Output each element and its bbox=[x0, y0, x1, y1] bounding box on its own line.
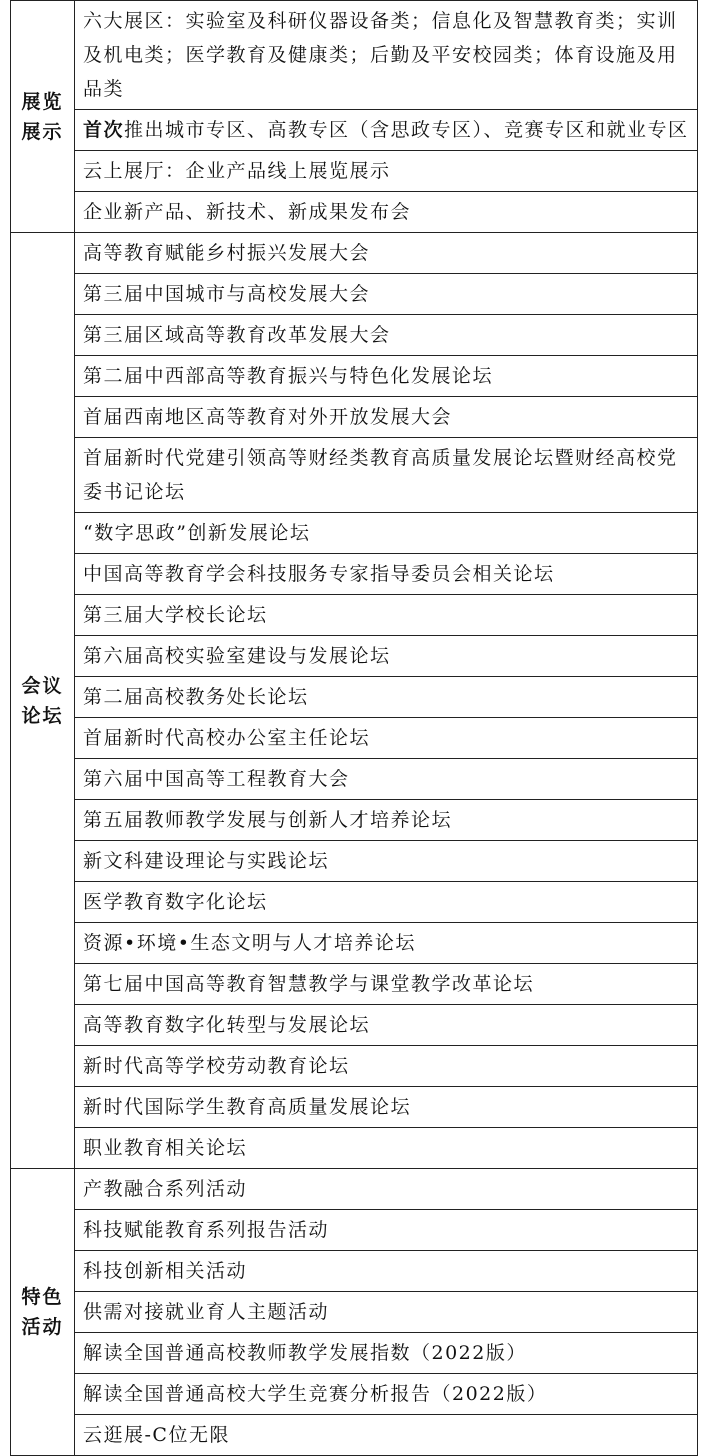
table-row bbox=[11, 923, 698, 964]
item-text: 推出城市专区、高教专区（含思政专区）、竞赛专区和就业专区 bbox=[124, 119, 689, 141]
item-text: 中国高等教育学会科技服务专家指导委员会相关论坛 bbox=[83, 563, 555, 585]
category-cell bbox=[11, 1, 75, 233]
item-cell bbox=[75, 233, 698, 274]
table-row bbox=[11, 438, 698, 513]
item-prefix-bold: 首次 bbox=[83, 119, 125, 141]
item-text: 第六届中国高等工程教育大会 bbox=[83, 768, 350, 790]
item-cell bbox=[75, 554, 698, 595]
item-text: 科技创新相关活动 bbox=[83, 1260, 248, 1282]
item-text: 高等教育数字化转型与发展论坛 bbox=[83, 1014, 371, 1036]
table-row bbox=[11, 397, 698, 438]
item-cell bbox=[75, 151, 698, 192]
table-row bbox=[11, 513, 698, 554]
item-text: 第二届中西部高等教育振兴与特色化发展论坛 bbox=[83, 365, 494, 387]
category-cell bbox=[11, 233, 75, 1169]
table-row bbox=[11, 1210, 698, 1251]
item-text: 第三届中国城市与高校发展大会 bbox=[83, 283, 371, 305]
item-text: 新时代高等学校劳动教育论坛 bbox=[83, 1055, 350, 1077]
table-row bbox=[11, 718, 698, 759]
item-text: 科技赋能教育系列报告活动 bbox=[83, 1219, 330, 1241]
item-text: 六大展区：实验室及科研仪器设备类；信息化及智慧教育类；实训及机电类；医学教育及健康类；后勤及平安校园类；体育设施及用品类 bbox=[83, 10, 678, 100]
item-text: 新文科建设理论与实践论坛 bbox=[83, 850, 330, 872]
program-table bbox=[10, 0, 698, 1456]
category-label-line1: 展览 bbox=[21, 90, 64, 113]
item-cell bbox=[75, 356, 698, 397]
item-text: 解读全国普通高校大学生竞赛分析报告（2022版） bbox=[83, 1383, 548, 1405]
item-cell bbox=[75, 1415, 698, 1456]
category-label-line1: 会议 bbox=[21, 674, 64, 697]
item-cell bbox=[75, 677, 698, 718]
item-text: 高等教育赋能乡村振兴发展大会 bbox=[83, 242, 371, 264]
table-row bbox=[11, 1046, 698, 1087]
item-text: 解读全国普通高校教师教学发展指数（2022版） bbox=[83, 1342, 527, 1364]
item-cell bbox=[75, 513, 698, 554]
category-label-line2: 论坛 bbox=[21, 704, 64, 727]
item-cell bbox=[75, 192, 698, 233]
item-text: 职业教育相关论坛 bbox=[83, 1137, 248, 1159]
item-cell bbox=[75, 1169, 698, 1210]
table-row bbox=[11, 595, 698, 636]
item-cell bbox=[75, 315, 698, 356]
item-text: 第三届区域高等教育改革发展大会 bbox=[83, 324, 391, 346]
table-row bbox=[11, 1374, 698, 1415]
table-row bbox=[11, 882, 698, 923]
item-text: 企业新产品、新技术、新成果发布会 bbox=[83, 201, 412, 223]
item-cell bbox=[75, 1128, 698, 1169]
item-cell bbox=[75, 397, 698, 438]
item-text: 产教融合系列活动 bbox=[83, 1178, 248, 1200]
table-row bbox=[11, 1, 698, 110]
table-row bbox=[11, 274, 698, 315]
category-cell bbox=[11, 1169, 75, 1456]
table-row bbox=[11, 1292, 698, 1333]
table-row bbox=[11, 315, 698, 356]
item-cell bbox=[75, 1005, 698, 1046]
item-text: 云上展厅：企业产品线上展览展示 bbox=[83, 160, 391, 182]
item-cell bbox=[75, 1087, 698, 1128]
item-cell bbox=[75, 636, 698, 677]
item-cell bbox=[75, 841, 698, 882]
item-text: 第五届教师教学发展与创新人才培养论坛 bbox=[83, 809, 453, 831]
category-label-line2: 展示 bbox=[21, 120, 64, 143]
item-cell bbox=[75, 800, 698, 841]
table-row bbox=[11, 1251, 698, 1292]
table-row bbox=[11, 1128, 698, 1169]
table-row bbox=[11, 1415, 698, 1456]
table-row bbox=[11, 110, 698, 151]
item-cell bbox=[75, 1374, 698, 1415]
item-text: “数字思政”创新发展论坛 bbox=[83, 522, 311, 544]
item-cell bbox=[75, 1251, 698, 1292]
table-row bbox=[11, 964, 698, 1005]
item-cell bbox=[75, 964, 698, 1005]
item-cell bbox=[75, 1, 698, 110]
item-text: 新时代国际学生教育高质量发展论坛 bbox=[83, 1096, 412, 1118]
category-label-line1: 特色 bbox=[21, 1286, 64, 1308]
item-cell bbox=[75, 1292, 698, 1333]
table-row bbox=[11, 554, 698, 595]
item-cell bbox=[75, 718, 698, 759]
item-text: 医学教育数字化论坛 bbox=[83, 891, 268, 913]
item-text: 第七届中国高等教育智慧教学与课堂教学改革论坛 bbox=[83, 973, 535, 995]
item-text: 首届新时代党建引领高等财经类教育高质量发展论坛暨财经高校党委书记论坛 bbox=[83, 447, 678, 503]
item-cell bbox=[75, 1046, 698, 1087]
table-row bbox=[11, 841, 698, 882]
table-row bbox=[11, 356, 698, 397]
item-text: 第二届高校教务处长论坛 bbox=[83, 686, 309, 708]
item-text: 资源•环境•生态文明与人才培养论坛 bbox=[83, 932, 416, 954]
table-row bbox=[11, 192, 698, 233]
table-row bbox=[11, 233, 698, 274]
item-text: 供需对接就业育人主题活动 bbox=[83, 1301, 330, 1323]
table-row bbox=[11, 636, 698, 677]
item-text: 第六届高校实验室建设与发展论坛 bbox=[83, 645, 391, 667]
item-cell bbox=[75, 882, 698, 923]
table-row bbox=[11, 151, 698, 192]
item-cell bbox=[75, 759, 698, 800]
item-text: 首届新时代高校办公室主任论坛 bbox=[83, 727, 371, 749]
table-row bbox=[11, 677, 698, 718]
table-row bbox=[11, 1169, 698, 1210]
item-text: 首届西南地区高等教育对外开放发展大会 bbox=[83, 406, 453, 428]
item-cell bbox=[75, 923, 698, 964]
table-row bbox=[11, 1333, 698, 1374]
item-cell bbox=[75, 1210, 698, 1251]
item-cell bbox=[75, 274, 698, 315]
item-cell bbox=[75, 110, 698, 151]
item-text: 云逛展-C位无限 bbox=[83, 1424, 230, 1446]
item-cell bbox=[75, 438, 698, 513]
category-label-line2: 活动 bbox=[21, 1316, 64, 1338]
item-cell bbox=[75, 595, 698, 636]
table-row bbox=[11, 800, 698, 841]
item-cell bbox=[75, 1333, 698, 1374]
table-row bbox=[11, 759, 698, 800]
table-row bbox=[11, 1005, 698, 1046]
table-row bbox=[11, 1087, 698, 1128]
item-text: 第三届大学校长论坛 bbox=[83, 604, 268, 626]
